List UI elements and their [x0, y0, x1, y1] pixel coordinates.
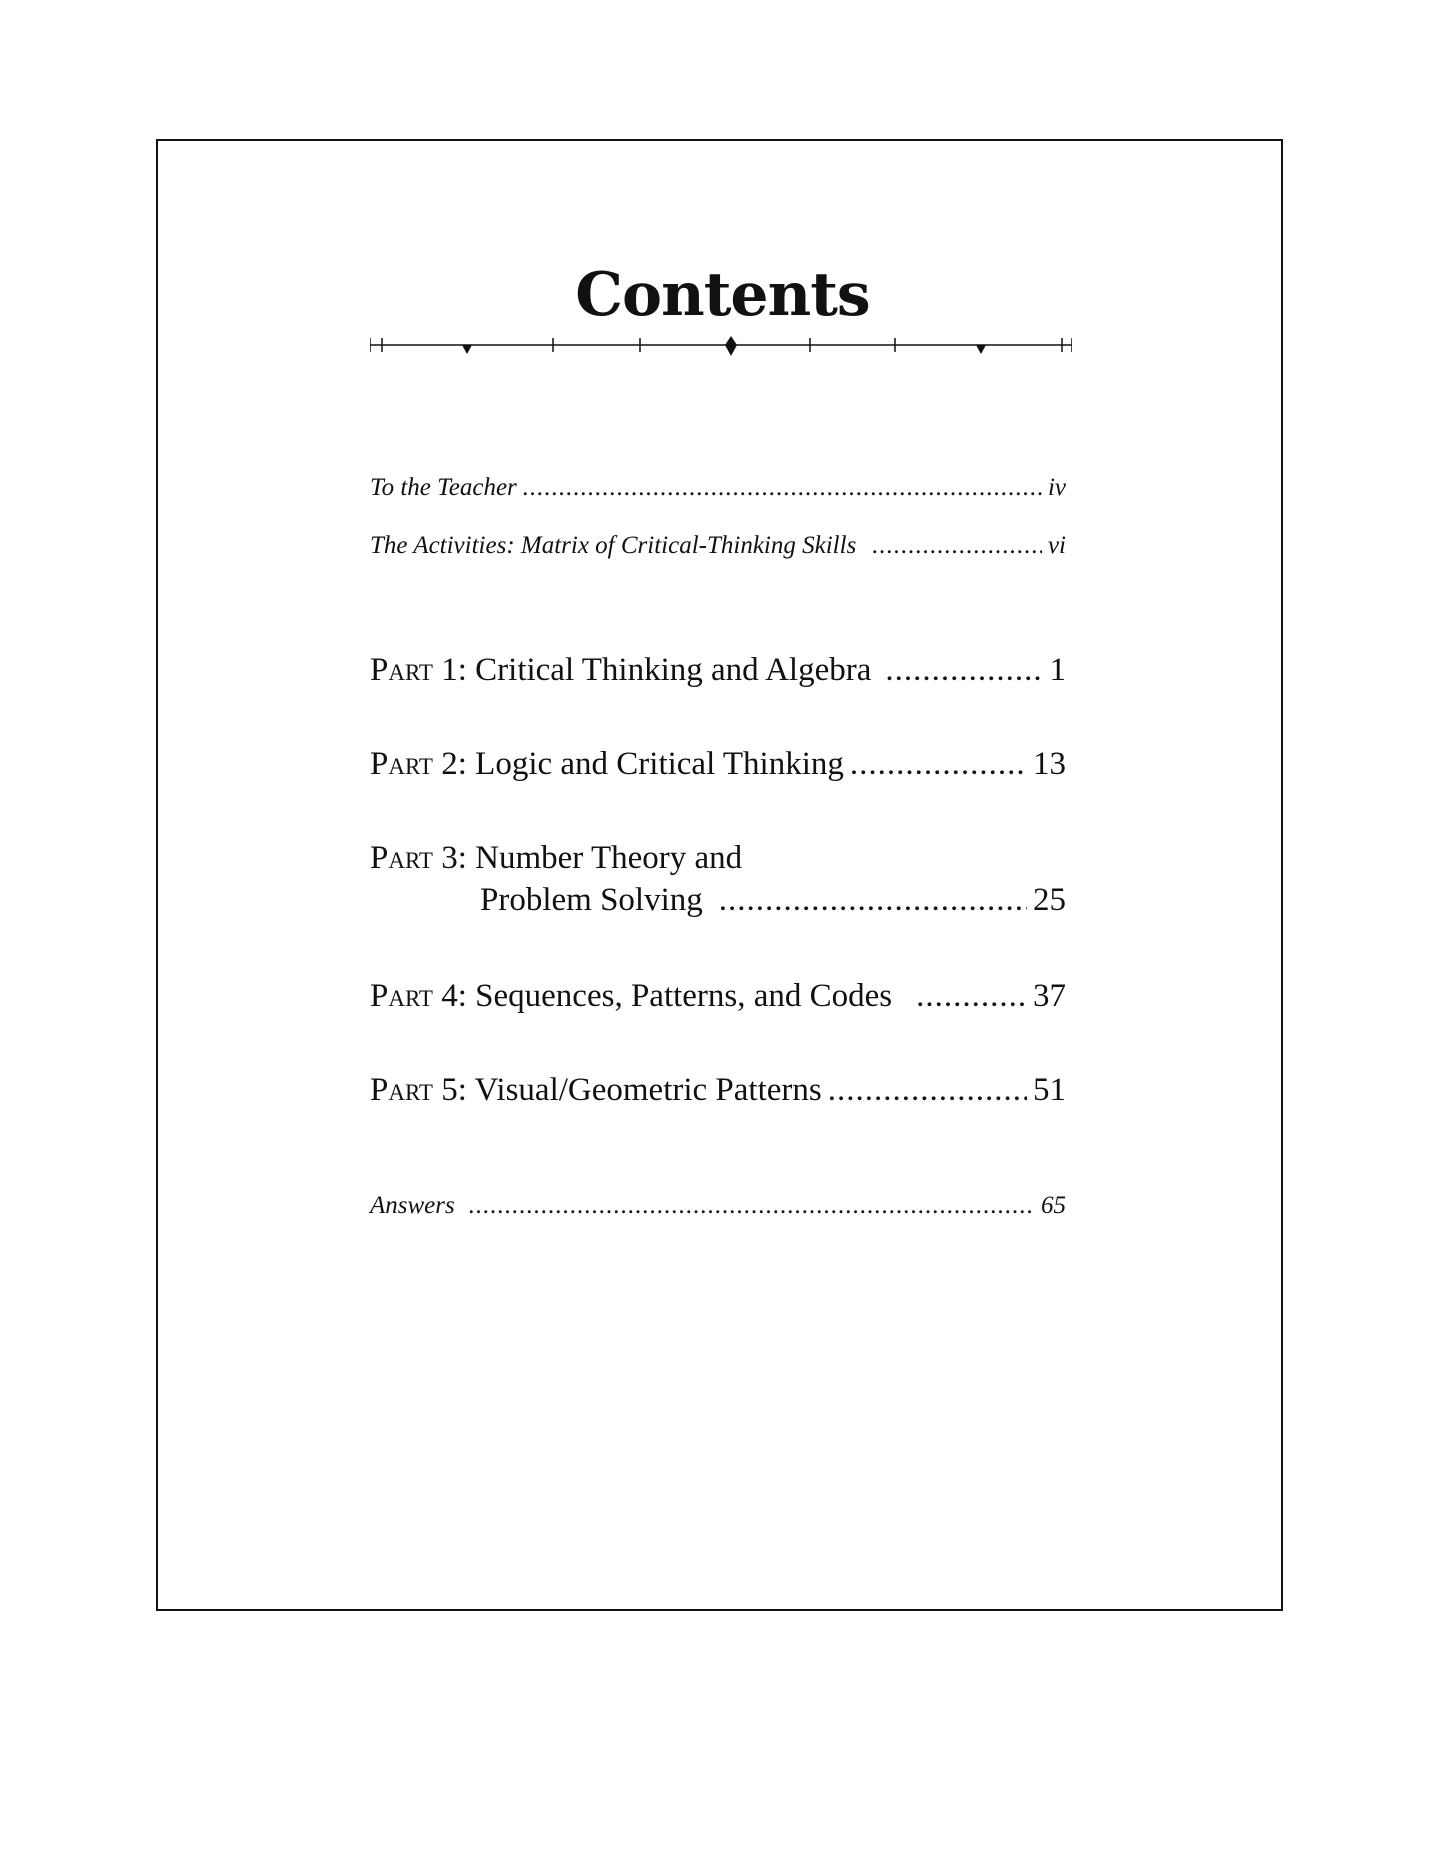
part-number: 2: — [441, 746, 467, 782]
toc-entry-page: iv — [1047, 474, 1066, 501]
part-prefix: Part — [370, 840, 433, 876]
part-prefix: Part — [370, 978, 433, 1014]
dot-leader — [719, 882, 1027, 919]
part-number: 5: — [441, 1072, 467, 1108]
toc-entry-label: The Activities: Matrix of Critical-Thinking Skills — [370, 532, 857, 559]
toc-entry-label — [370, 978, 892, 1015]
toc-entry-label — [370, 746, 844, 783]
dot-leader — [872, 532, 1042, 560]
toc-entry-activities-matrix[interactable] — [370, 532, 1066, 560]
part-title: Problem Solving — [480, 882, 703, 918]
part-title: Logic and Critical Thinking — [475, 746, 844, 782]
toc-entry-label: To the Teacher — [370, 474, 517, 501]
diamond-marker-icon — [725, 336, 737, 356]
toc-entry-answers[interactable] — [370, 1192, 1066, 1220]
toc-entry-page: 65 — [1041, 1192, 1066, 1219]
toc-entry-to-the-teacher[interactable] — [370, 474, 1066, 502]
toc-entry-part-5[interactable] — [370, 1072, 1066, 1109]
part-title: Visual/Geometric Patterns — [474, 1072, 822, 1108]
toc-entry-part-3[interactable] — [480, 882, 1066, 919]
dot-leader — [850, 746, 1027, 783]
toc-entry-page: 51 — [1033, 1072, 1066, 1108]
toc-entry-part-4[interactable] — [370, 978, 1066, 1015]
toc-entry-page: vi — [1047, 532, 1066, 559]
toc-entry-label — [370, 1072, 822, 1109]
dot-leader — [469, 1192, 1035, 1220]
toc-entry-label: Answers — [370, 1192, 455, 1219]
dot-leader — [523, 474, 1042, 502]
part-prefix: Part — [370, 1072, 433, 1108]
toc-entry-label — [370, 652, 871, 689]
page-title: Contents — [575, 260, 870, 330]
part-prefix: Part — [370, 652, 433, 688]
part-title: Number Theory and — [475, 840, 743, 876]
toc-entry-page: 37 — [1033, 978, 1066, 1014]
triangle-marker-icon — [462, 345, 472, 354]
triangle-marker-icon — [976, 345, 986, 354]
ornamental-rule — [370, 330, 1072, 360]
part-number: 3: — [441, 840, 467, 876]
part-title: Critical Thinking and Algebra — [475, 652, 872, 688]
dot-leader — [916, 978, 1027, 1015]
toc-entry-page: 13 — [1033, 746, 1066, 782]
toc-entry-part-2[interactable] — [370, 746, 1066, 783]
toc-entry-page: 1 — [1049, 652, 1066, 688]
part-number: 1: — [441, 652, 467, 688]
part-title: Sequences, Patterns, and Codes — [475, 978, 893, 1014]
part-number: 4: — [441, 978, 467, 1014]
dot-leader — [828, 1072, 1027, 1109]
part-prefix: Part — [370, 746, 433, 782]
toc-entry-part-3-line1[interactable] — [370, 840, 742, 877]
toc-entry-page: 25 — [1033, 882, 1066, 918]
toc-entry-part-1[interactable] — [370, 652, 1066, 689]
dot-leader — [885, 652, 1043, 689]
